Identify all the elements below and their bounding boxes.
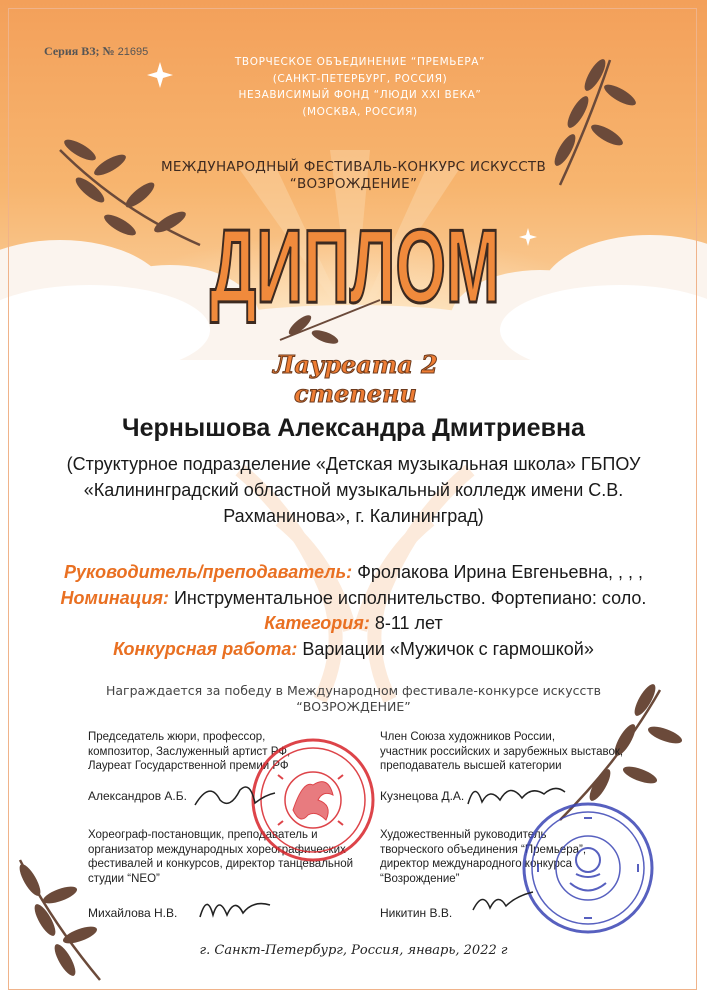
signature-4 <box>468 880 538 920</box>
category-label: Категория: <box>264 613 370 633</box>
award-text <box>60 683 647 715</box>
recipient-institution <box>40 451 667 529</box>
institution-line: (Структурное подразделение «Детская музыкальная школа» ГБПОУ <box>66 454 641 474</box>
teacher-value: Фролакова Ирина Евгеньевна, , , , <box>352 562 644 582</box>
serial-label: Серия ВЗ; № <box>44 44 115 58</box>
organizer-line: НЕЗАВИСИМЫЙ ФОНД “ЛЮДИ XXI ВЕКА” <box>238 89 482 101</box>
signatory-title-line: композитор, Заслуженный артист РФ, <box>88 745 291 758</box>
festival-line: “ВОЗРОЖДЕНИЕ” <box>289 176 418 192</box>
serial-number <box>44 44 148 59</box>
signatory-title-line: Художественный руководитель <box>380 829 547 841</box>
laureate-degree: Лауреата 2 степени <box>273 350 438 408</box>
signatory-title-line: “Возрождение” <box>380 872 460 885</box>
nomination-label: Номинация: <box>60 588 169 608</box>
organizer-line: (САНКТ-ПЕТЕРБУРГ, РОССИЯ) <box>272 72 448 85</box>
signatory-title-line: творческого объединения “Премьера”, <box>380 843 587 856</box>
signature-2 <box>460 772 570 814</box>
category-row <box>30 613 677 634</box>
signatory-title-line: Член Союза художников России, <box>380 731 556 743</box>
organizer-line: (МОСКВА, РОССИЯ) <box>302 105 418 118</box>
blue-seal-stamp <box>518 798 658 938</box>
city-date: г. Санкт-Петербург, Россия, январь, 2022 г <box>199 943 508 958</box>
diploma-heading <box>205 200 505 325</box>
organizers <box>190 54 530 120</box>
institution-line: Рахманинова», г. Калининград) <box>223 506 484 526</box>
award-line: Награждается за победу в Международном фестивале-конкурсе искусств <box>105 683 602 698</box>
signatory-title-line: Председатель жюри, профессор, <box>88 731 266 743</box>
teacher-label: Руководитель/преподаватель: <box>63 562 353 582</box>
nomination-value: Инструментальное исполнительство. Фортепиано: соло. <box>168 588 647 608</box>
festival-title <box>100 159 607 193</box>
diploma-heading-text: ДИПЛОМ <box>210 209 500 325</box>
nomination-row <box>30 588 677 609</box>
work-value: Вариации «Мужичок с гармошкой» <box>297 639 594 659</box>
signatory-4-name: Никитин В.В. <box>380 906 453 920</box>
work-label: Конкурсная работа: <box>113 639 298 659</box>
signature-1 <box>190 775 280 815</box>
teacher-row <box>30 562 677 583</box>
work-row <box>30 639 677 660</box>
signatory-3-name: Михайлова Н.В. <box>88 906 178 920</box>
signatory-title-line: Лауреат Государственной премии РФ <box>88 760 289 772</box>
signatory-title-line: Хореограф-постановщик, преподаватель и <box>88 829 318 841</box>
signatory-2-title <box>380 730 650 774</box>
award-line: “ВОЗРОЖДЕНИЕ” <box>296 699 411 714</box>
category-value: 8-11 лет <box>369 613 443 633</box>
organizer-line: ТВОРЧЕСКОЕ ОБЪЕДИНЕНИЕ “ПРЕМЬЕРА” <box>234 56 486 68</box>
signatory-title-line: преподаватель высшей категории <box>380 760 562 772</box>
institution-line: «Калининградский областной музыкальный колледж имени С.В. <box>83 480 624 500</box>
signatory-title-line: студии “NEO” <box>88 872 160 885</box>
signatory-title-line: участник российских и зарубежных выставок, <box>380 745 624 758</box>
signature-3 <box>195 885 275 925</box>
signatory-2-name: Кузнецова Д.А. <box>380 789 465 803</box>
signatory-title-line: фестивалей и конкурсов, директор танцевальной <box>88 858 354 870</box>
signatory-title-line: организатор международных хореографических <box>88 843 346 856</box>
festival-line: МЕЖДУНАРОДНЫЙ ФЕСТИВАЛЬ-КОНКУРС ИСКУССТВ <box>160 159 547 175</box>
recipient-name: Чернышова Александра Дмитриевна <box>122 414 585 442</box>
signatory-1-name: Александров А.Б. <box>88 789 187 803</box>
signatory-title-line: директор международного конкурса <box>380 858 573 870</box>
serial-value: 21695 <box>117 46 149 58</box>
